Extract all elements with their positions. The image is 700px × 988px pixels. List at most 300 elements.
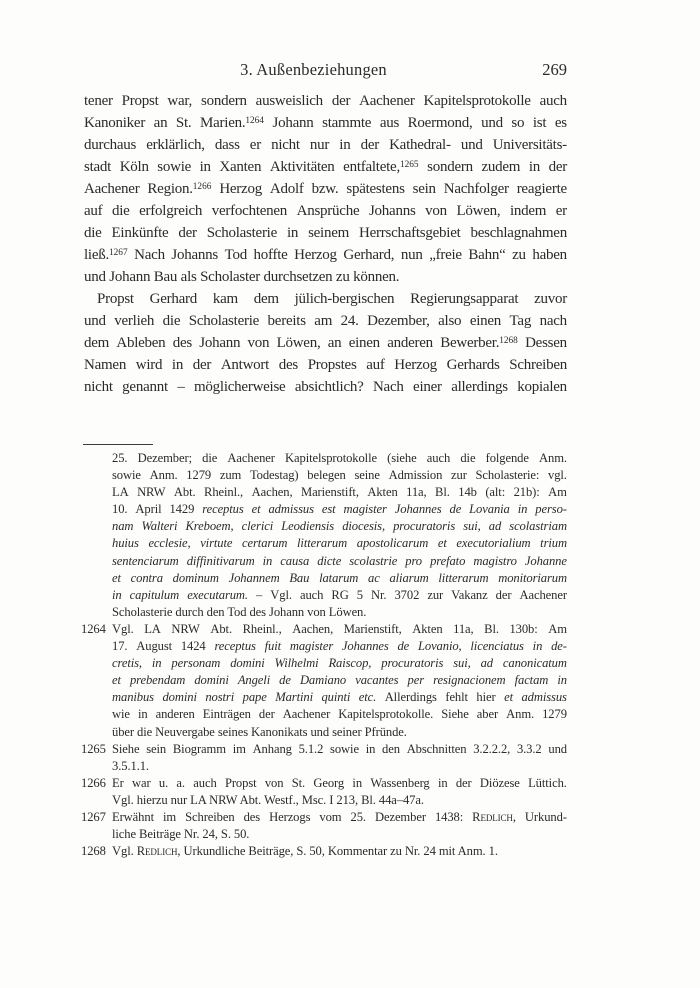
footnote-reference: 1267 xyxy=(109,247,128,258)
word-group xyxy=(186,518,234,535)
word-group xyxy=(517,741,542,758)
word-group xyxy=(373,376,404,398)
text-segment: Urkund- xyxy=(524,809,567,824)
text-segment: und xyxy=(460,137,483,153)
text-segment: folgende xyxy=(485,451,529,465)
footnote-number: 1267 xyxy=(81,809,106,824)
word-group xyxy=(435,484,450,501)
text-line xyxy=(112,553,567,570)
text-segment: Lüttich. xyxy=(528,775,567,790)
word-group xyxy=(481,655,493,672)
italic-segment: canonicatum xyxy=(502,656,567,671)
word-group xyxy=(521,689,566,706)
text-segment: zu xyxy=(512,247,526,263)
text-segment: an xyxy=(327,335,342,351)
word-group xyxy=(181,638,206,655)
word-group xyxy=(343,156,418,180)
text-segment: Siehe xyxy=(441,707,469,722)
word-group xyxy=(130,587,179,604)
text-line xyxy=(112,843,567,860)
word-group xyxy=(438,310,461,332)
text-segment: Aachener xyxy=(359,93,415,109)
word-group xyxy=(366,354,384,376)
italic-segment: factam xyxy=(514,673,549,688)
italic-segment: de xyxy=(449,502,462,517)
word-group xyxy=(144,621,161,638)
text-segment: fehlt xyxy=(445,690,468,705)
word-group xyxy=(413,178,436,200)
italic-segment: in xyxy=(557,673,567,688)
italic-segment: scolastrie xyxy=(349,553,398,568)
word-group xyxy=(167,90,192,112)
word-group xyxy=(112,501,127,518)
footnote-reference: 1265 xyxy=(399,159,419,170)
word-group xyxy=(408,672,425,689)
text-segment: Nach xyxy=(134,247,165,263)
word-group xyxy=(187,553,255,570)
footnote-number: 1268 xyxy=(81,844,106,859)
word-group xyxy=(328,332,342,354)
text-segment: August xyxy=(136,639,173,654)
italic-segment: domini xyxy=(194,673,229,688)
text-segment: es xyxy=(554,115,567,131)
text-segment: Xanten xyxy=(219,159,262,175)
text-segment: die xyxy=(84,225,102,241)
word-group xyxy=(344,621,402,638)
text-line xyxy=(112,467,567,484)
word-group xyxy=(112,553,179,570)
footnote-continuation xyxy=(112,450,567,621)
word-group xyxy=(456,535,530,552)
word-group xyxy=(433,672,505,689)
word-group xyxy=(283,706,330,723)
word-group xyxy=(146,741,166,758)
text-segment: Abt. xyxy=(210,621,232,636)
footnote xyxy=(81,809,567,843)
word-group xyxy=(473,741,510,758)
text-segment: 1438: xyxy=(434,809,464,824)
word-group xyxy=(429,244,462,266)
text-segment: der xyxy=(258,707,275,722)
text-segment: Herrschaftsgebiet xyxy=(359,225,461,241)
text-segment: Anhang xyxy=(252,741,292,756)
word-group xyxy=(200,156,211,178)
text-segment: 25. xyxy=(350,809,366,824)
word-group xyxy=(84,244,128,268)
text-line xyxy=(84,156,567,178)
italic-segment: monitoriarum xyxy=(498,570,567,585)
italic-segment: dicte xyxy=(317,553,342,568)
text-segment: Johanns xyxy=(171,247,218,263)
word-group xyxy=(511,112,524,134)
text-segment: 5.1.2 xyxy=(298,741,324,756)
text-line xyxy=(84,222,567,244)
word-group xyxy=(444,178,509,200)
word-group xyxy=(451,587,487,604)
word-group xyxy=(469,501,510,518)
word-group xyxy=(450,501,462,518)
word-group xyxy=(438,570,488,587)
word-group xyxy=(250,467,299,484)
text-segment: Johann xyxy=(272,115,314,131)
text-segment: RG xyxy=(331,587,349,602)
text-segment: vgl. xyxy=(548,468,567,483)
word-group xyxy=(470,222,566,244)
word-group xyxy=(441,706,468,723)
text-segment: 1429 xyxy=(169,502,195,517)
text-segment: Vakanz xyxy=(451,587,488,602)
word-group xyxy=(130,672,185,689)
text-segment: Allerdings xyxy=(384,690,437,705)
word-group xyxy=(529,156,540,178)
text-segment: so xyxy=(511,115,525,131)
text-segment: am xyxy=(314,313,333,329)
text-segment: 17. xyxy=(112,639,128,654)
italic-segment: pape xyxy=(242,690,267,705)
text-segment: Herzog xyxy=(294,247,337,263)
word-group xyxy=(248,332,270,354)
word-group xyxy=(177,376,184,398)
text-segment: Tag xyxy=(509,313,532,329)
italic-segment: sui, xyxy=(453,656,471,671)
italic-segment: Walteri xyxy=(141,519,178,534)
word-group xyxy=(141,518,177,535)
word-group xyxy=(328,655,371,672)
text-line xyxy=(84,332,567,354)
text-segment: 25. xyxy=(112,451,128,465)
italic-segment: apostolicarum xyxy=(356,536,429,551)
word-group xyxy=(517,178,567,200)
word-group xyxy=(382,741,400,758)
text-segment: der xyxy=(495,587,512,602)
text-segment: Region. xyxy=(147,181,193,197)
text-segment: also xyxy=(438,313,462,329)
text-segment: April xyxy=(135,502,162,517)
word-group xyxy=(548,467,567,484)
word-group xyxy=(498,570,567,587)
text-line xyxy=(84,376,567,398)
word-group xyxy=(370,775,429,792)
text-segment: in xyxy=(339,137,351,153)
word-group xyxy=(393,518,455,535)
text-segment: Ableben xyxy=(116,335,166,351)
text-segment: Scholasterie: xyxy=(475,468,540,483)
word-group xyxy=(525,553,567,570)
text-segment: einer xyxy=(413,379,442,395)
word-group xyxy=(220,467,241,484)
word-group xyxy=(425,200,447,222)
word-group xyxy=(514,484,540,501)
text-segment: in xyxy=(171,357,184,373)
italic-segment: Kreboem, xyxy=(185,519,234,534)
text-segment: Bahn“ xyxy=(468,247,506,263)
word-group xyxy=(270,587,292,604)
word-group xyxy=(185,809,234,826)
text-line xyxy=(84,288,567,310)
text-segment: 3.2.2.2, xyxy=(473,741,511,756)
word-group xyxy=(427,156,473,178)
word-group xyxy=(132,775,151,792)
text-segment: Rheinl., xyxy=(204,485,244,500)
word-group xyxy=(136,354,163,376)
word-group xyxy=(135,501,161,518)
word-group xyxy=(300,672,346,689)
text-segment: Dessen xyxy=(525,335,567,351)
italic-segment: quinti xyxy=(321,690,351,705)
italic-segment: magister xyxy=(289,639,334,654)
italic-segment: in xyxy=(517,502,528,517)
text-segment: in xyxy=(352,775,363,790)
word-group xyxy=(84,310,106,332)
italic-segment: Johannes xyxy=(341,639,389,654)
word-group xyxy=(301,484,359,501)
text-line xyxy=(112,826,567,843)
word-group xyxy=(359,689,376,706)
footnote-reference: 1268 xyxy=(499,335,518,346)
word-group xyxy=(194,672,228,689)
italic-segment: Johannem xyxy=(228,570,280,585)
italic-segment: et xyxy=(504,690,513,705)
word-group xyxy=(472,809,516,826)
word-group xyxy=(112,450,127,467)
text-segment: spätestens xyxy=(346,181,405,197)
text-segment: dem xyxy=(253,291,279,307)
word-group xyxy=(359,222,461,244)
text-segment: Schreiben xyxy=(185,809,235,824)
text-segment: entfaltete, xyxy=(343,159,400,175)
word-group xyxy=(254,244,288,266)
text-segment: Anm. xyxy=(149,468,178,483)
word-group xyxy=(525,809,567,826)
text-segment: einen xyxy=(348,335,380,351)
text-segment: nun xyxy=(400,247,423,263)
text-segment: Aachener xyxy=(519,587,567,602)
text-segment: Marienstift, xyxy=(343,621,402,636)
word-group xyxy=(297,535,347,552)
text-segment: der xyxy=(178,225,197,241)
text-segment: über die Neuvergabe seines Kanonikats und seiner Pfründe. xyxy=(112,724,407,739)
text-line xyxy=(112,570,567,587)
text-segment: nicht xyxy=(84,379,113,395)
text-segment: Abt. xyxy=(173,485,196,500)
text-segment: absichtlich? xyxy=(294,379,364,395)
italic-segment: domini xyxy=(162,690,197,705)
italic-segment: procuratoris xyxy=(393,519,456,534)
word-group xyxy=(243,689,267,706)
text-segment: auch xyxy=(193,775,217,790)
word-group xyxy=(509,518,567,535)
word-group xyxy=(424,90,531,112)
italic-segment: sentenciarum xyxy=(112,553,179,568)
italic-segment: ecclesie, xyxy=(148,536,191,551)
italic-segment: et xyxy=(251,502,261,517)
word-group xyxy=(314,310,332,332)
text-segment: – xyxy=(256,587,263,602)
word-group xyxy=(116,332,165,354)
italic-segment: cretis, xyxy=(112,656,142,671)
word-group xyxy=(549,156,567,178)
word-group xyxy=(157,156,191,178)
word-group xyxy=(406,484,426,501)
word-group xyxy=(97,288,134,310)
text-line xyxy=(112,604,567,621)
footnote xyxy=(81,843,567,860)
text-segment: Johann xyxy=(199,335,241,351)
word-group xyxy=(484,621,499,638)
text-segment: 130b: xyxy=(509,621,538,636)
word-group xyxy=(138,450,192,467)
word-group xyxy=(470,638,523,655)
footnote xyxy=(81,621,567,741)
word-group xyxy=(176,112,192,134)
word-group xyxy=(112,775,124,792)
text-segment: des xyxy=(278,357,299,373)
word-group xyxy=(112,672,121,689)
word-group xyxy=(332,90,350,112)
text-segment: NRW xyxy=(137,485,166,500)
word-group xyxy=(496,587,512,604)
text-segment: beschlagnahmen xyxy=(470,225,567,241)
word-group xyxy=(504,689,513,706)
word-group xyxy=(137,484,165,501)
text-line xyxy=(84,90,567,112)
text-segment: 11a, xyxy=(453,621,474,636)
word-group xyxy=(213,288,238,310)
text-segment: die xyxy=(460,451,476,465)
word-group xyxy=(187,587,248,604)
italic-segment: executorialium xyxy=(456,536,531,551)
text-segment: verfochtenen xyxy=(211,203,288,219)
word-group xyxy=(357,535,428,552)
word-group xyxy=(202,450,217,467)
word-group xyxy=(205,689,234,706)
word-group xyxy=(331,587,348,604)
italic-segment: Lovanio, xyxy=(417,639,462,654)
text-segment: Er xyxy=(112,775,124,790)
word-group xyxy=(252,501,261,518)
word-group xyxy=(256,90,323,112)
text-segment: 21b): xyxy=(513,485,540,500)
italic-segment: litterarum xyxy=(297,536,348,551)
word-group xyxy=(279,672,291,689)
text-segment: wird xyxy=(135,357,163,373)
text-segment: Roermond, xyxy=(407,115,473,131)
text-segment: 24. xyxy=(340,313,359,329)
word-group xyxy=(389,467,443,484)
text-segment: auf xyxy=(84,203,103,219)
italic-segment: Leodiensis xyxy=(281,519,335,534)
text-segment: Herzogs xyxy=(269,809,311,824)
text-line xyxy=(112,689,567,706)
word-group xyxy=(202,501,243,518)
word-group xyxy=(319,809,341,826)
text-segment: in xyxy=(528,159,540,175)
text-line xyxy=(112,741,567,758)
word-group xyxy=(445,689,468,706)
word-group xyxy=(548,484,567,501)
text-segment: sein xyxy=(412,181,436,197)
text-segment: jülich-bergischen xyxy=(294,291,395,307)
text-line xyxy=(84,266,567,288)
text-segment: Kathedral- xyxy=(389,137,451,153)
text-line xyxy=(112,655,567,672)
italic-segment: nostri xyxy=(205,690,235,705)
word-group xyxy=(534,288,567,310)
word-group xyxy=(201,90,247,112)
text-segment: belegen xyxy=(307,468,346,483)
italic-segment: magistro xyxy=(473,553,517,568)
italic-segment: admissus xyxy=(521,690,567,705)
text-line xyxy=(112,501,567,518)
word-group xyxy=(200,112,264,136)
text-segment: aus xyxy=(379,115,400,131)
word-group xyxy=(138,706,148,723)
word-group xyxy=(122,90,159,112)
italic-segment: aliarum xyxy=(389,570,429,585)
text-segment: indem xyxy=(509,203,547,219)
word-group xyxy=(147,178,211,202)
text-segment: Nachfolger xyxy=(443,181,509,197)
text-segment: 5 xyxy=(356,587,363,602)
text-segment: Kapitelsprotokolle xyxy=(285,451,377,465)
word-group xyxy=(533,638,543,655)
word-group xyxy=(292,775,305,792)
word-group xyxy=(219,178,262,200)
text-line xyxy=(84,112,567,134)
text-line xyxy=(112,484,567,501)
word-group xyxy=(473,553,517,570)
word-group xyxy=(174,484,196,501)
word-group xyxy=(456,200,500,222)
text-segment: im xyxy=(232,741,246,756)
word-group xyxy=(148,535,190,552)
word-group xyxy=(343,244,394,266)
word-group xyxy=(254,288,279,310)
text-segment: zuvor xyxy=(534,291,567,307)
text-segment: Aachener xyxy=(282,707,331,722)
word-group xyxy=(84,156,111,178)
italic-segment: pro xyxy=(405,553,423,568)
word-group xyxy=(344,501,387,518)
text-segment: ausweislich xyxy=(255,93,323,109)
text-segment: NRW xyxy=(171,621,200,636)
word-group xyxy=(171,621,199,638)
text-segment: Aachen, xyxy=(251,485,293,500)
text-segment: reagierte xyxy=(516,181,567,197)
word-group xyxy=(313,775,344,792)
text-segment: zur xyxy=(451,468,467,483)
word-group xyxy=(84,376,113,398)
text-segment: der xyxy=(192,357,212,373)
word-group xyxy=(150,288,197,310)
word-group xyxy=(512,244,526,266)
text-segment: Köln xyxy=(119,159,149,175)
word-group xyxy=(458,484,477,501)
word-group xyxy=(339,134,350,156)
word-group xyxy=(84,332,109,354)
word-group xyxy=(169,501,194,518)
word-group xyxy=(84,178,139,200)
word-group xyxy=(341,310,359,332)
word-group xyxy=(294,244,337,266)
word-group xyxy=(387,332,433,354)
italic-segment: fuit xyxy=(264,639,282,654)
word-group xyxy=(481,156,520,178)
italic-segment: magister xyxy=(343,502,387,517)
smallcaps-segment: Redlich xyxy=(472,809,513,824)
text-segment: genannt xyxy=(122,379,168,395)
word-group xyxy=(84,222,102,244)
